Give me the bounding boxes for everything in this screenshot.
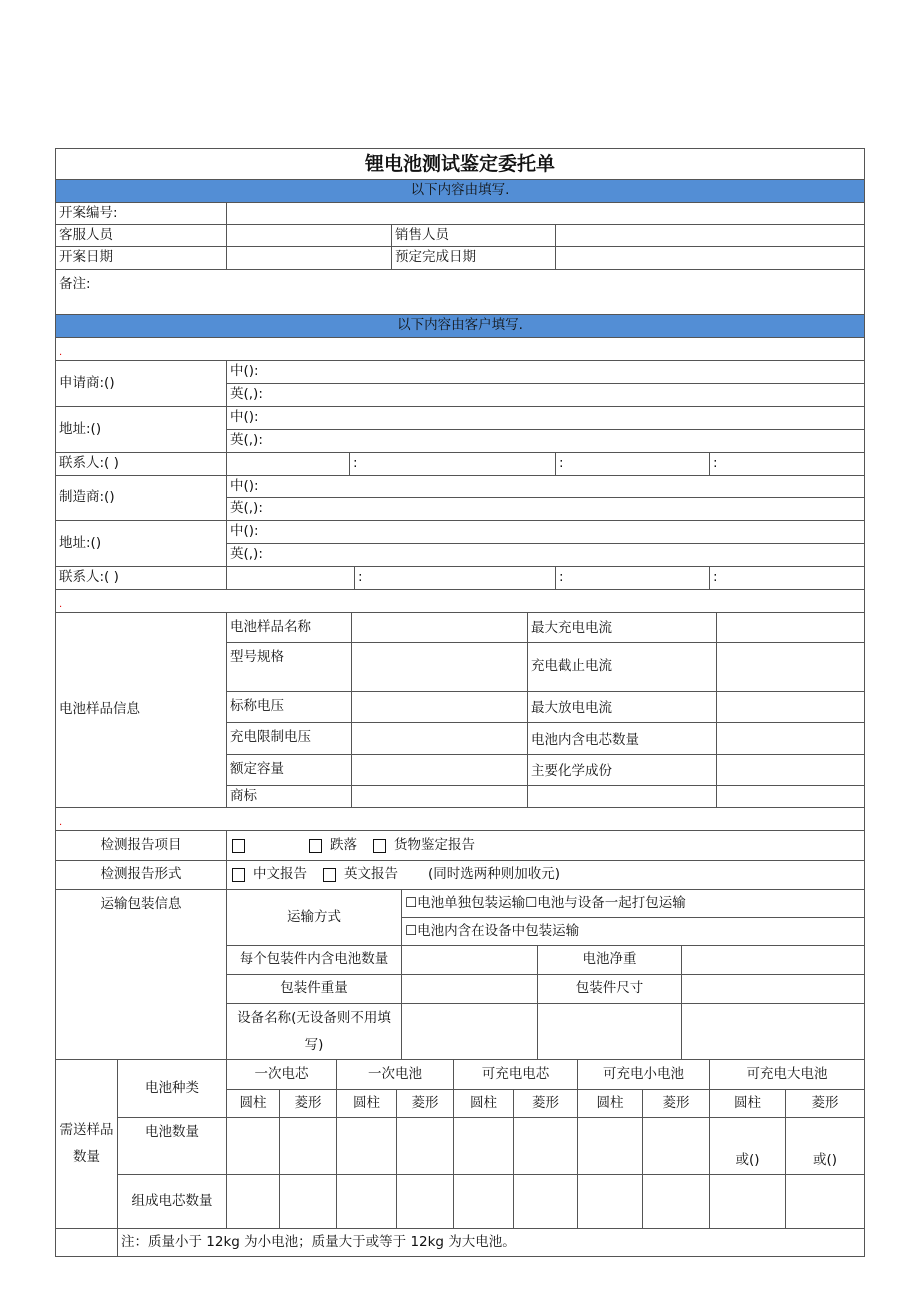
sample-info-label: 电池样品信息 (55, 612, 227, 808)
spacer-row: . (55, 337, 865, 361)
brand-field[interactable] (351, 785, 528, 808)
voltage-label: 标称电压 (226, 691, 352, 723)
chemistry-field[interactable] (716, 754, 865, 786)
applicant-zh-field[interactable]: 中(): (226, 360, 865, 384)
max-charge-label: 最大充电电流 (527, 612, 717, 643)
spacer-row: . (55, 807, 865, 831)
qty-per-package-field[interactable] (401, 945, 538, 975)
due-date-label: 预定完成日期 (391, 246, 556, 270)
cell-count-label: 电池内含电芯数量 (527, 722, 717, 755)
battery-qty-field[interactable] (453, 1117, 514, 1175)
cell-qty-field[interactable] (577, 1174, 643, 1229)
capacity-label: 额定容量 (226, 754, 352, 786)
battery-qty-field[interactable] (577, 1117, 643, 1175)
max-discharge-field[interactable] (716, 691, 865, 723)
net-weight-field[interactable] (681, 945, 865, 975)
case-no-field[interactable] (226, 202, 865, 225)
transport-options-2[interactable]: ☐电池内含在设备中包装运输 (401, 917, 865, 946)
cutoff-field[interactable] (716, 642, 865, 692)
battery-qty-field[interactable] (336, 1117, 397, 1175)
report-items-options (226, 830, 865, 861)
cell-qty-field[interactable] (396, 1174, 454, 1229)
applicant-contact-label: 联系人:( ) (55, 452, 227, 476)
max-discharge-label: 最大放电电流 (527, 691, 717, 723)
shape-header: 菱形 (785, 1089, 865, 1118)
shape-header: 菱形 (396, 1089, 454, 1118)
shape-header: 圆柱 (709, 1089, 786, 1118)
charge-limit-label: 充电限制电压 (226, 722, 352, 755)
maker-en-field[interactable]: 英(,): (226, 497, 865, 521)
cell-qty-label: 组成电芯数量 (117, 1174, 227, 1229)
open-date-label: 开案日期 (55, 246, 227, 270)
applicant-address-zh-field[interactable]: 中(): (226, 406, 865, 430)
english-report-checkbox[interactable] (323, 868, 336, 882)
applicant-label: 申请商:() (55, 360, 227, 407)
device-name-label: 设备名称(无设备则不用填写) (226, 1003, 402, 1060)
report-format-label: 检测报告形式 (55, 860, 227, 890)
cargo-report-label: 货物鉴定报告 (394, 836, 475, 853)
voltage-field[interactable] (351, 691, 528, 723)
transport-label: 运输包装信息 (55, 889, 227, 1060)
package-size-label: 包装件尺寸 (537, 974, 682, 1004)
surcharge-note: (同时选两种则加收元) (428, 866, 561, 883)
battery-type-label: 电池种类 (117, 1059, 227, 1118)
applicant-address-en-field[interactable]: 英(,): (226, 429, 865, 453)
samples-qty-label: 需送样品数量 (55, 1059, 118, 1229)
net-weight-label: 电池净重 (537, 945, 682, 975)
cell-qty-field[interactable] (709, 1174, 786, 1229)
cell-qty-field[interactable] (785, 1174, 865, 1229)
cs-label: 客服人员 (55, 224, 227, 247)
open-date-field[interactable] (226, 246, 392, 270)
battery-qty-field[interactable] (513, 1117, 578, 1175)
cell-qty-field[interactable] (453, 1174, 514, 1229)
battery-qty-field[interactable] (642, 1117, 710, 1175)
shape-header: 圆柱 (577, 1089, 643, 1118)
transport-options-1[interactable]: ☐电池单独包装运输☐电池与设备一起打包运输 (401, 889, 865, 918)
sales-field[interactable] (555, 224, 865, 247)
shape-header: 菱形 (642, 1089, 710, 1118)
blank-cell (527, 785, 717, 808)
cell-qty-field[interactable] (336, 1174, 397, 1229)
shape-header: 圆柱 (453, 1089, 514, 1118)
maker-label: 制造商:() (55, 475, 227, 521)
battery-group-header: 可充电小电池 (577, 1059, 710, 1090)
battery-qty-field[interactable]: 或() (785, 1117, 865, 1175)
applicant-contact-field-2[interactable]: : (349, 452, 556, 476)
cell-qty-field[interactable] (226, 1174, 280, 1229)
maker-contact-field[interactable] (226, 566, 355, 590)
model-field[interactable] (351, 642, 528, 692)
battery-group-header: 一次电池 (336, 1059, 454, 1090)
battery-qty-field[interactable] (226, 1117, 280, 1175)
chinese-report-label: 中文报告 (253, 866, 307, 883)
battery-group-header: 可充电大电池 (709, 1059, 865, 1090)
model-label: 型号规格 (226, 642, 352, 692)
sample-name-label: 电池样品名称 (226, 612, 352, 643)
sales-label: 销售人员 (391, 224, 556, 247)
cutoff-label: 充电截止电流 (527, 642, 717, 692)
cell-qty-field[interactable] (279, 1174, 337, 1229)
applicant-contact-field-3[interactable]: : (555, 452, 710, 476)
maker-contact-field-2[interactable]: : (354, 566, 556, 590)
due-date-field[interactable] (555, 246, 865, 270)
brand-label: 商标 (226, 785, 352, 808)
max-charge-field[interactable] (716, 612, 865, 643)
battery-group-header: 一次电芯 (226, 1059, 337, 1090)
battery-qty-field[interactable] (279, 1117, 337, 1175)
package-size-field[interactable] (681, 974, 865, 1004)
applicant-contact-field-4[interactable]: : (709, 452, 865, 476)
shape-header: 菱形 (513, 1089, 578, 1118)
battery-qty-field[interactable]: 或() (709, 1117, 786, 1175)
spacer-row: . (55, 589, 865, 613)
shape-header: 菱形 (279, 1089, 337, 1118)
blank-cell (716, 785, 865, 808)
maker-contact-field-4[interactable]: : (709, 566, 865, 590)
battery-group-header: 可充电电芯 (453, 1059, 578, 1090)
battery-qty-label: 电池数量 (117, 1117, 227, 1175)
shape-header: 圆柱 (336, 1089, 397, 1118)
section-internal-header: 以下内容由填写. (55, 179, 865, 203)
maker-address-en-field[interactable]: 英(,): (226, 543, 865, 567)
blank-cell (55, 1228, 118, 1257)
capacity-field[interactable] (351, 754, 528, 786)
device-field-3[interactable] (681, 1003, 865, 1060)
applicant-address-label: 地址:() (55, 406, 227, 453)
package-weight-label: 包装件重量 (226, 974, 402, 1004)
transport-method-label: 运输方式 (226, 889, 402, 946)
report-item-checkbox-cargo[interactable] (373, 839, 386, 853)
maker-address-label: 地址:() (55, 520, 227, 567)
chinese-report-checkbox[interactable] (232, 868, 245, 882)
section-customer-header: 以下内容由客户填写. (55, 314, 865, 338)
cs-field[interactable] (226, 224, 392, 247)
english-report-label: 英文报告 (344, 866, 398, 883)
case-no-label: 开案编号: (55, 202, 227, 225)
device-field-2[interactable] (537, 1003, 682, 1060)
maker-contact-field-3[interactable]: : (555, 566, 710, 590)
battery-qty-field[interactable] (396, 1117, 454, 1175)
sample-name-field[interactable] (351, 612, 528, 643)
device-name-field[interactable] (401, 1003, 538, 1060)
cell-count-field[interactable] (716, 722, 865, 755)
report-items-label: 检测报告项目 (55, 830, 227, 861)
form-title: 锂电池测试鉴定委托单 (55, 148, 865, 180)
maker-address-zh-field[interactable]: 中(): (226, 520, 865, 544)
drop-label: 跌落 (330, 836, 357, 853)
applicant-en-field[interactable]: 英(,): (226, 383, 865, 407)
qty-per-package-label: 每个包装件内含电池数量 (226, 945, 402, 975)
maker-contact-label: 联系人:( ) (55, 566, 227, 590)
cell-qty-field[interactable] (513, 1174, 578, 1229)
applicant-contact-field[interactable] (226, 452, 350, 476)
report-format-options (226, 860, 865, 890)
remarks-field[interactable]: 备注: (55, 269, 865, 315)
charge-limit-field[interactable] (351, 722, 528, 755)
cell-qty-field[interactable] (642, 1174, 710, 1229)
weight-note: 注：质量小于 12kg 为小电池；质量大于或等于 12kg 为大电池。 (117, 1228, 865, 1257)
maker-zh-field[interactable]: 中(): (226, 475, 865, 498)
report-item-checkbox-drop[interactable] (309, 839, 322, 853)
report-item-checkbox-1[interactable] (232, 839, 245, 853)
chemistry-label: 主要化学成份 (527, 754, 717, 786)
package-weight-field[interactable] (401, 974, 538, 1004)
shape-header: 圆柱 (226, 1089, 280, 1118)
